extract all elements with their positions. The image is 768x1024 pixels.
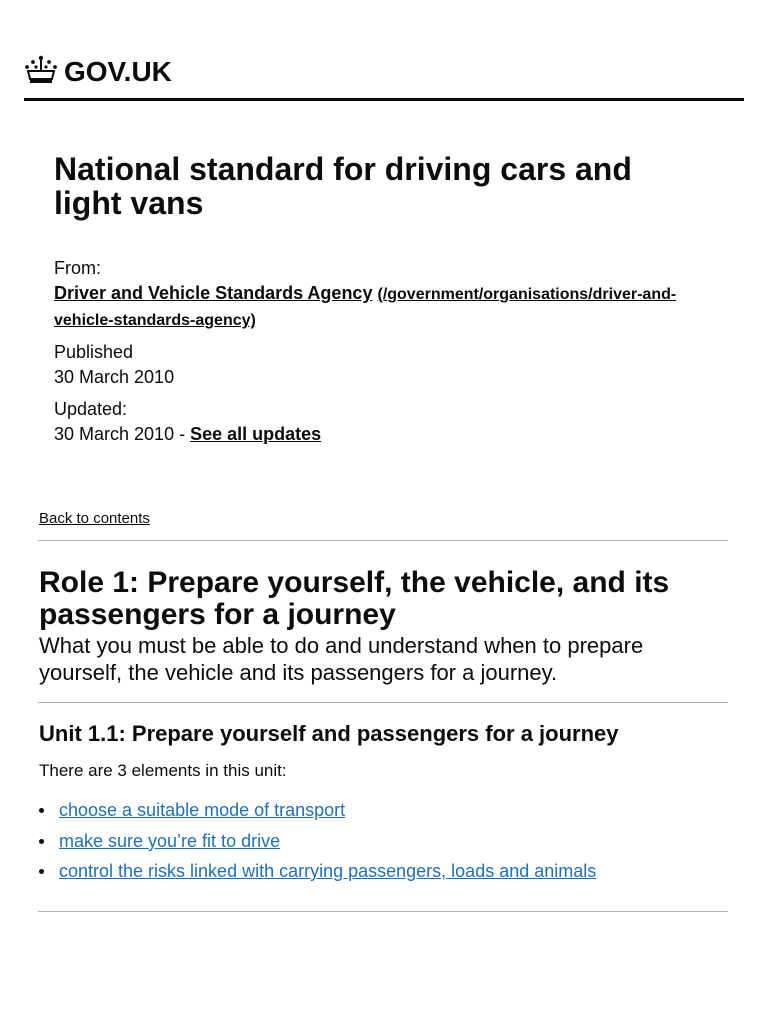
updated-date: 30 March 2010 - — [54, 424, 186, 444]
role-heading: Role 1: Prepare yourself, the vehicle, and its passengers for a journey — [39, 566, 670, 631]
list-item — [39, 858, 596, 889]
crown-icon — [24, 55, 58, 85]
divider — [38, 702, 728, 703]
document-metadata — [54, 256, 714, 447]
back-to-contents-link[interactable]: Back to contents — [39, 510, 150, 527]
unit-elements-list — [39, 797, 596, 889]
list-item — [39, 797, 596, 828]
element-link-fit-to-drive[interactable]: make sure you’re fit to drive — [59, 830, 281, 851]
divider — [38, 540, 728, 541]
updated-label: Updated: — [54, 399, 128, 419]
unit-intro: There are 3 elements in this unit: — [39, 761, 287, 780]
organisation-link[interactable]: Driver and Vehicle Standards Agency — [54, 283, 373, 303]
published-date: 30 March 2010 — [54, 367, 175, 387]
divider — [38, 911, 728, 912]
page-title: National standard for driving cars and light vans — [54, 151, 632, 221]
unit-heading: Unit 1.1: Prepare yourself and passengers for a journey — [39, 721, 619, 746]
element-link-transport[interactable]: choose a suitable mode of transport — [59, 800, 346, 820]
updated-row — [54, 422, 714, 447]
govuk-logo-link[interactable]: GOV.UK — [64, 56, 172, 87]
published-label: Published — [54, 342, 134, 362]
organisation — [54, 281, 714, 333]
see-all-updates-link[interactable]: See all updates — [190, 424, 322, 444]
element-link-risks[interactable]: control the risks linked with carrying passengers, loads and animals — [59, 861, 597, 881]
site-header — [24, 52, 744, 101]
from-label: From: — [54, 258, 101, 278]
list-item — [39, 828, 596, 859]
organisation-path-link[interactable]: (/government/organisations/driver-and-vehicle-standards-agency) — [54, 286, 677, 329]
role-description: What you must be able to do and understand when to prepare yourself, the vehicle and its passengers for a journey. — [39, 633, 644, 685]
